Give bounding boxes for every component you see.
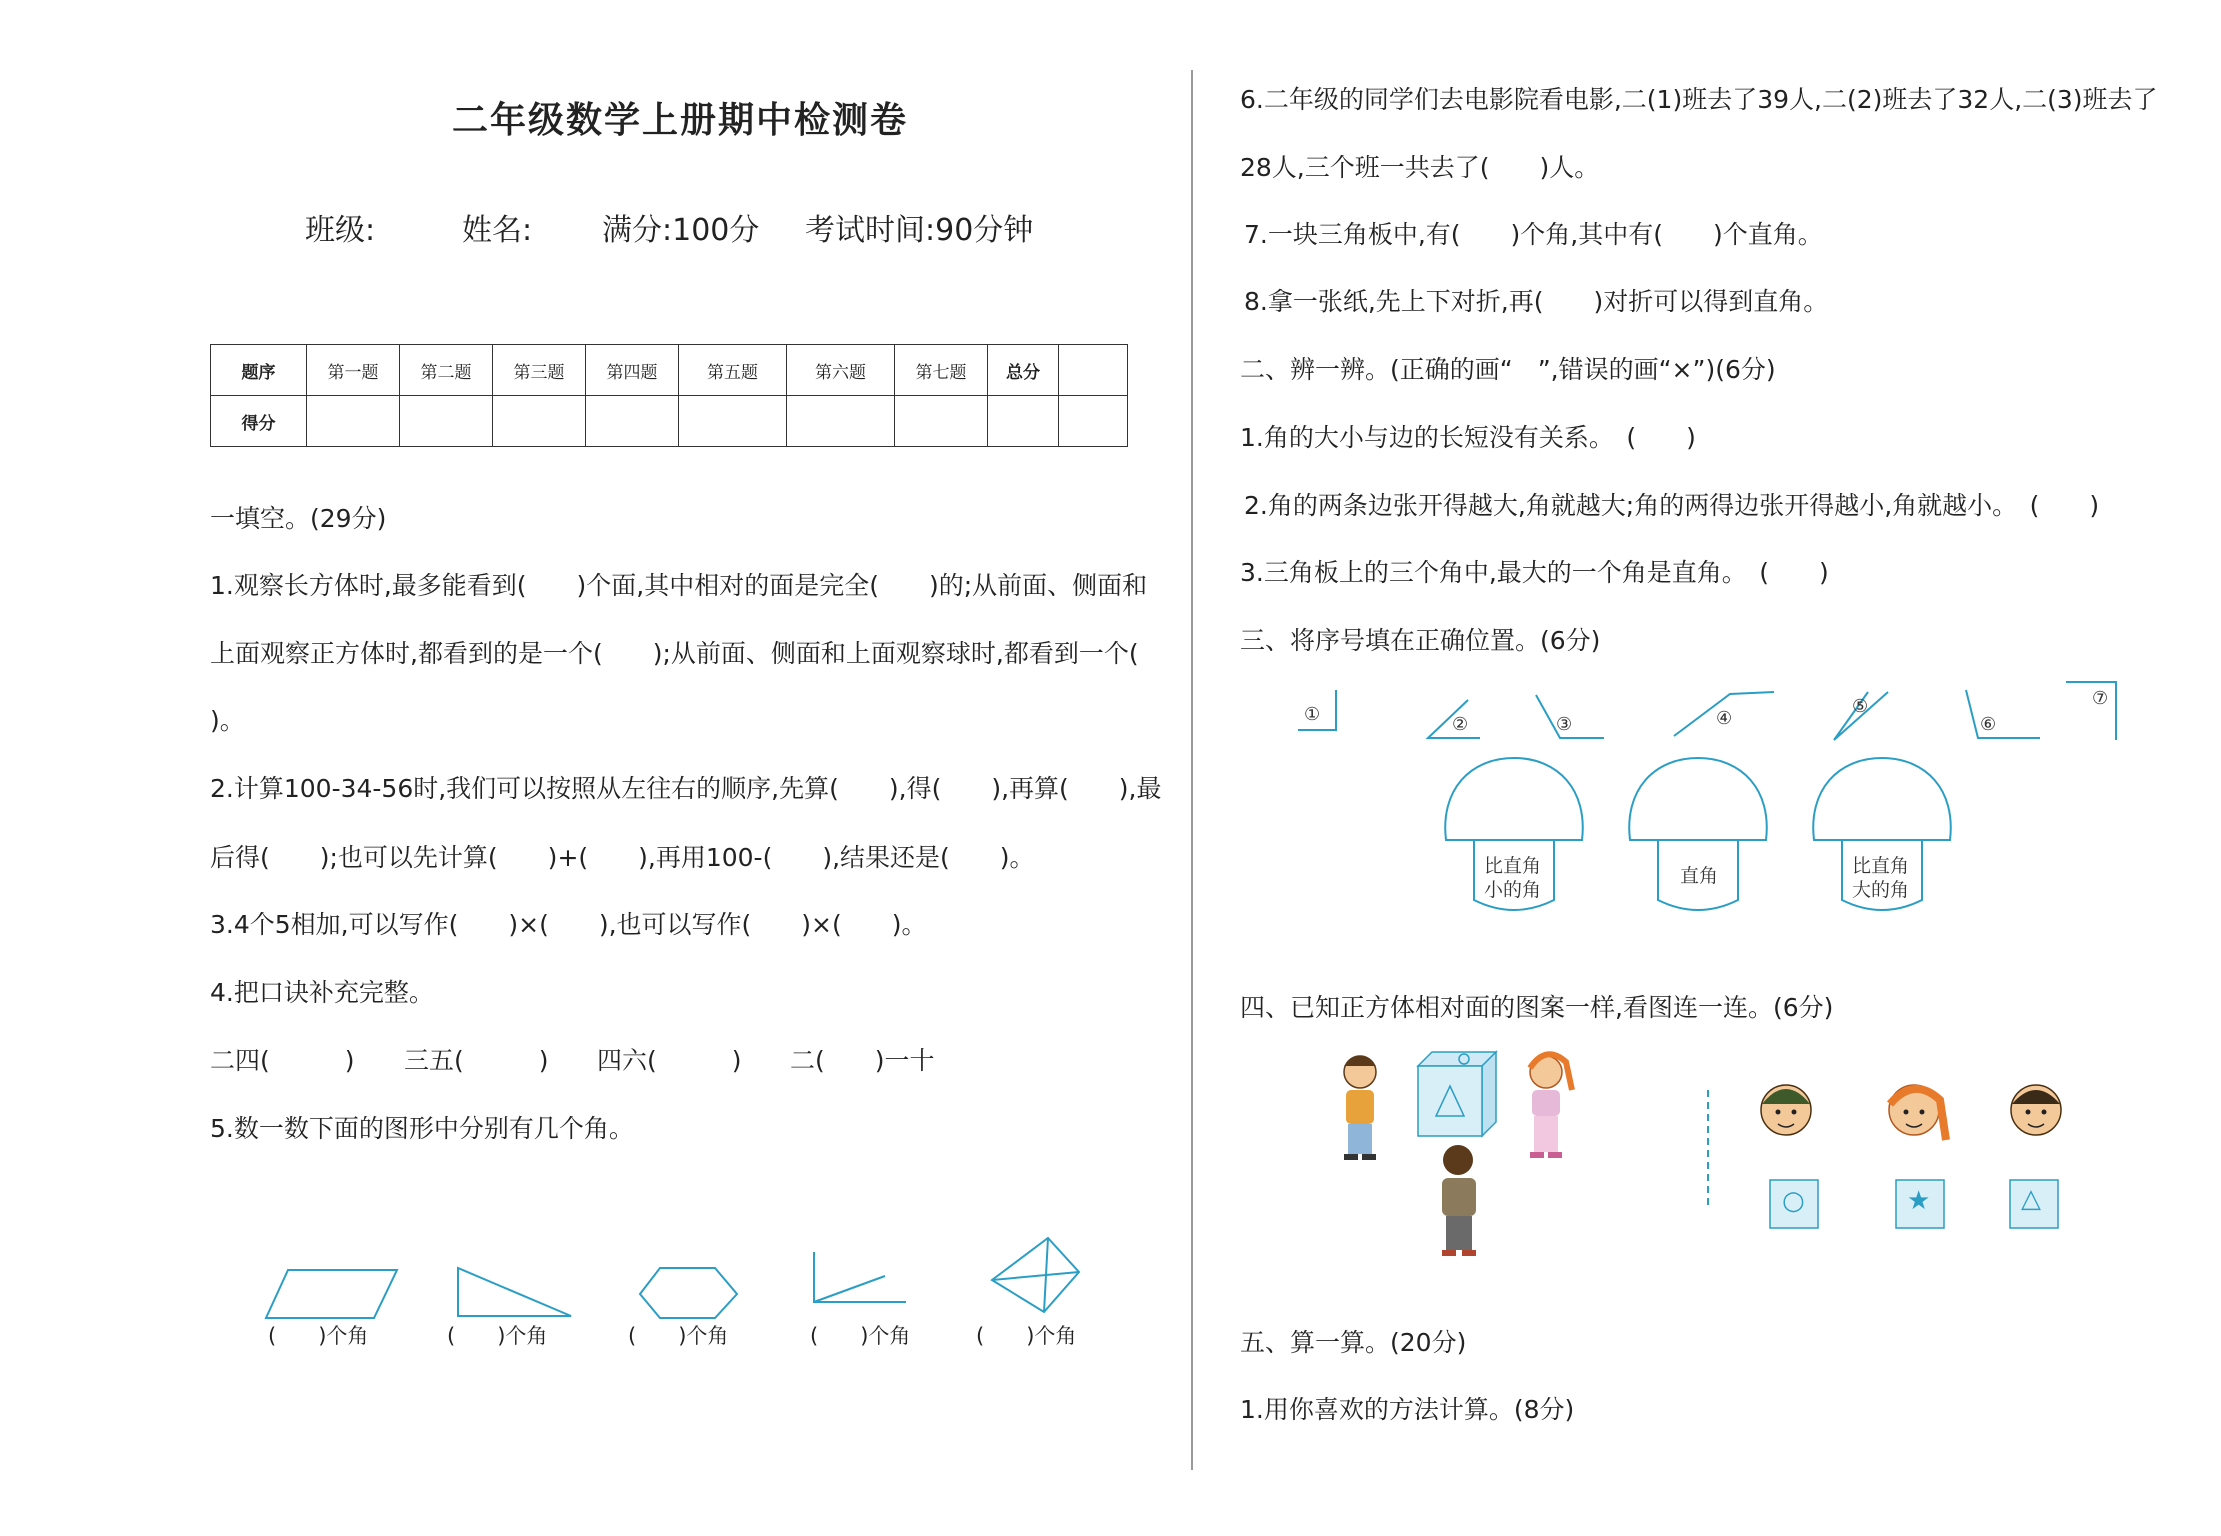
mushroom-3-label-line2: 大的角 (1852, 879, 1910, 901)
angle-number-5: ⑤ (1852, 696, 1869, 717)
q5-text: 5.数一数下面的图形中分别有几个角。 (210, 1114, 634, 1143)
q4-text: 4.把口诀补充完整。 (210, 978, 434, 1007)
q6-line1: 6.二年级的同学们去电影院看电影,二(1)班去了39人,二(2)班去了32人,二(3)班去了 (1240, 85, 2158, 114)
mushroom-1-label-line2: 小的角 (1484, 879, 1542, 901)
q7-text: 7.一块三角板中,有( )个角,其中有( )个直角。 (1244, 220, 1823, 249)
triangle-symbol: △ (2021, 1184, 2041, 1214)
girl-figure (1530, 1054, 1572, 1158)
shape-angle-count-label: ( )个角 (810, 1324, 911, 1348)
part1-heading: 一填空。(29分) (210, 504, 387, 533)
part2-q2: 2.角的两条边张开得越大,角就越大;角的两得边张开得越小,角就越小。 ( ) (1244, 491, 2100, 520)
q4-item: 三五( ) (404, 1046, 549, 1075)
angle-number-7: ⑦ (2092, 688, 2109, 709)
q1-line3: )。 (210, 706, 245, 735)
score-table-cell: 总分 (988, 345, 1059, 396)
q4-item: 四六( ) (597, 1046, 742, 1075)
girl-head (1889, 1085, 1946, 1140)
q1-line2: 上面观察正方体时,都看到的是一个( );从前面、侧面和上面观察球时,都看到一个( (210, 639, 1139, 668)
shape-angle-count-label: ( )个角 (447, 1324, 548, 1348)
exam-time-label: 考试时间:90分钟 (805, 213, 1034, 248)
score-row-label: 得分 (211, 396, 307, 447)
part3-heading: 三、将序号填在正确位置。(6分) (1240, 626, 1601, 655)
full-score-label: 满分:100分 (602, 213, 760, 248)
mushroom-3-label-line1: 比直角 (1852, 855, 1910, 877)
name-label: 姓名: (462, 213, 533, 248)
part2-q3: 3.三角板上的三个角中,最大的一个角是直角。 ( ) (1240, 558, 1829, 587)
star-symbol: ★ (1907, 1186, 1931, 1216)
mushroom-1-label-line1: 比直角 (1484, 855, 1542, 877)
angle-number-3: ③ (1556, 714, 1573, 735)
angle-number-4: ④ (1716, 708, 1733, 729)
score-table-cell: 第二题 (400, 345, 493, 396)
q6-line2: 28人,三个班一共去了( )人。 (1240, 153, 1600, 182)
part5-q1: 1.用你喜欢的方法计算。(8分) (1240, 1395, 1575, 1424)
q4-item: 二四( ) (210, 1046, 355, 1075)
circle-symbol: ○ (1782, 1186, 1805, 1216)
part2-q1: 1.角的大小与边的长短没有关系。 ( ) (1240, 423, 1696, 452)
q2-line2: 后得( );也可以先计算( )+( ),再用100-( ),结果还是( )。 (210, 843, 1035, 872)
part2-heading: 二、辨一辨。(正确的画“ ”,错误的画“×”)(6分) (1240, 355, 1776, 384)
shape-angle-count-label: ( )个角 (268, 1324, 369, 1348)
part4-heading: 四、已知正方体相对面的图案一样,看图连一连。(6分) (1240, 993, 1834, 1022)
score-table-cell: 第六题 (787, 345, 895, 396)
boy-left-figure (1344, 1056, 1376, 1160)
shape-angle-count-label: ( )个角 (628, 1324, 729, 1348)
q1-line1: 1.观察长方体时,最多能看到( )个面,其中相对的面是完全( )的;从前面、侧面和 (210, 571, 1148, 600)
cube-figure (1418, 1052, 1496, 1136)
part5-heading: 五、算一算。(20分) (1240, 1328, 1467, 1357)
q4-item: 二( )一十 (790, 1046, 935, 1075)
score-table-cell: 第三题 (493, 345, 586, 396)
class-label: 班级: (305, 213, 376, 248)
angle-number-2: ② (1452, 714, 1469, 735)
boy-head-1 (1761, 1085, 1811, 1135)
mushroom-2-label: 直角 (1680, 865, 1719, 887)
q3-text: 3.4个5相加,可以写作( )×( ),也可以写作( )×( )。 (210, 910, 927, 939)
angle-number-1: ① (1304, 704, 1321, 725)
page-title: 二年级数学上册期中检测卷 (452, 100, 909, 141)
boy-back-figure (1442, 1145, 1476, 1256)
boy-head-2 (2011, 1085, 2061, 1135)
score-table-cell: 题序 (211, 345, 307, 396)
score-table-cell: 第七题 (895, 345, 988, 396)
score-table-cell: 第一题 (307, 345, 400, 396)
q8-text: 8.拿一张纸,先上下对折,再( )对折可以得到直角。 (1244, 287, 1829, 316)
shape-angle-count-label: ( )个角 (976, 1324, 1077, 1348)
q2-line1: 2.计算100-34-56时,我们可以按照从左往右的顺序,先算( ),得( ),再算( ),最 (210, 774, 1162, 803)
score-table-cell: 第五题 (679, 345, 787, 396)
angle-number-6: ⑥ (1980, 714, 1997, 735)
score-table-cell: 第四题 (586, 345, 679, 396)
